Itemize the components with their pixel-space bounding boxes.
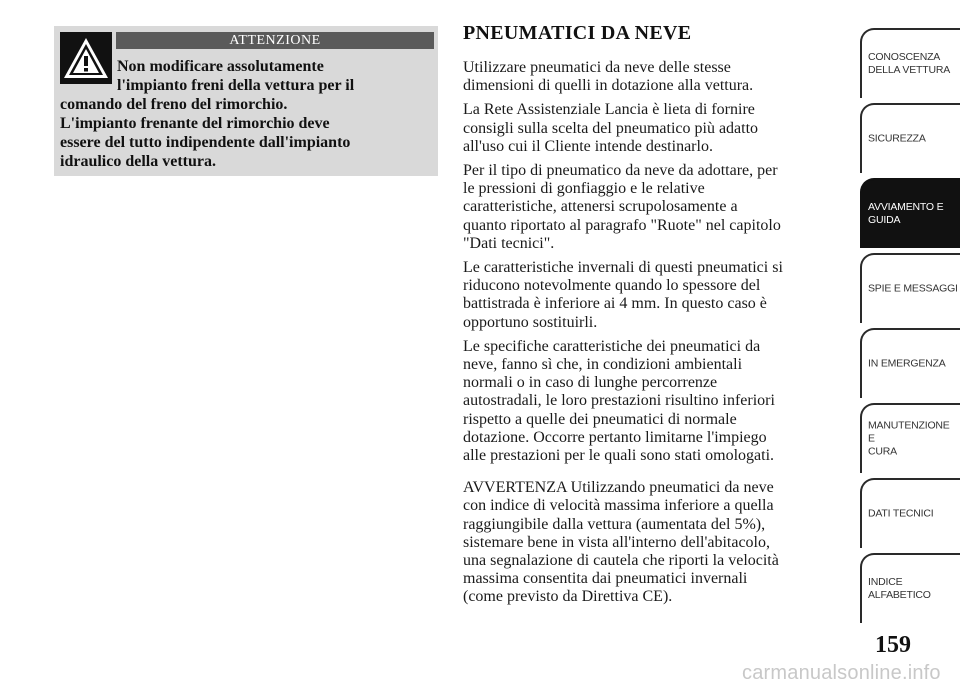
paragraph — [463, 162, 843, 253]
chapter-tabs — [860, 28, 960, 628]
tab-dati-tecnici[interactable] — [860, 478, 960, 548]
tab-label-line: SPIE E MESSAGGI — [868, 282, 958, 295]
text-line: caratteristiche, attenersi scrupolosamente a — [463, 198, 738, 216]
tab-label-line: CURA — [868, 445, 897, 458]
text-line: neve, fanno sì che, in condizioni ambientali — [463, 356, 743, 374]
warning-line: Non modificare assolutamente — [117, 58, 324, 75]
tab-label — [868, 133, 958, 146]
tab-label-line: DATI TECNICI — [868, 507, 934, 520]
tab-label-line: AVVIAMENTO E — [868, 201, 944, 213]
text-line: (come previsto da Direttiva CE). — [463, 588, 673, 606]
text-line: raggiungibile dalla vettura (aumentata del 5%), — [463, 515, 766, 533]
warning-box — [54, 26, 438, 176]
text-line: massima consentita dai pneumatici invernali — [463, 570, 748, 588]
text-line: battistrada è inferiore ai 4 mm. In questo caso è — [463, 295, 767, 313]
warning-line: l'impianto freni della vettura per il — [117, 77, 355, 94]
warning-line: essere del tutto indipendente dall'impianto — [60, 134, 351, 151]
paragraph — [463, 101, 843, 156]
tab-label-line: SICUREZZA — [868, 132, 926, 145]
tab-conoscenza-della-vettura[interactable] — [860, 28, 960, 98]
text-line: La Rete Assistenziale Lancia è lieta di fornire — [463, 101, 755, 119]
tab-label-line: MANUTENZIONE E — [868, 419, 950, 445]
text-line: consigli sulla scelta del pneumatico più adatto — [463, 119, 759, 137]
tab-sicurezza[interactable] — [860, 103, 960, 173]
tab-label — [868, 420, 958, 459]
section-title: PNEUMATICI DA NEVE — [463, 22, 692, 44]
text-line: le pressioni di gonfiaggio e le relative — [463, 180, 705, 198]
watermark-text: carmanualsonline.info — [742, 662, 941, 684]
tab-label — [868, 358, 958, 371]
tab-in-emergenza[interactable] — [860, 328, 960, 398]
text-line: normali o in caso di lunghe percorrenze — [463, 374, 718, 392]
text-line: Per il tipo di pneumatico da neve da adottare, per — [463, 162, 778, 180]
text-line: con indice di velocità massima inferiore a quella — [463, 497, 774, 515]
warning-line: comando del freno del rimorchio. — [60, 96, 288, 113]
tab-label — [868, 576, 958, 602]
tab-label-line: INDICE — [868, 576, 903, 588]
text-line: rispetto a quelle dei pneumatici di normale — [463, 410, 737, 428]
text-line: sistemare bene in vista all'interno dell'abitacolo, — [463, 533, 770, 551]
page-number: 159 — [875, 632, 911, 658]
warning-text — [60, 57, 432, 171]
text-line: AVVERTENZA Utilizzando pneumatici da neve — [463, 479, 774, 497]
text-line: opportuno sostituirli. — [463, 313, 598, 331]
tab-indice-alfabetico[interactable] — [860, 553, 960, 623]
paragraph — [463, 59, 843, 95]
text-line: Le specifiche caratteristiche dei pneumatici da — [463, 337, 761, 355]
tab-label-line: GUIDA — [868, 214, 901, 226]
tab-label — [868, 51, 958, 77]
text-line: autostradali, le loro prestazioni risultino inferiori — [463, 392, 775, 410]
text-line: "Dati tecnici". — [463, 234, 555, 252]
paragraph — [463, 259, 843, 332]
warning-header: ATTENZIONE — [116, 32, 434, 49]
text-line: all'uso cui il Cliente intende destinarlo. — [463, 137, 713, 155]
tab-label — [868, 201, 958, 227]
tab-label-line: IN EMERGENZA — [868, 357, 946, 370]
paragraph — [463, 338, 843, 465]
text-line: Le caratteristiche invernali di questi pneumatici si — [463, 259, 783, 277]
text-line: alle prestazioni per le quali sono stati omologati. — [463, 447, 775, 465]
note-paragraph — [463, 479, 843, 606]
tab-label — [868, 283, 958, 296]
text-line: dotazione. Occorre pertanto limitarne l'impiego — [463, 428, 767, 446]
tab-avviamento-e-guida[interactable] — [860, 178, 960, 248]
tab-label-line: ALFABETICO — [868, 589, 931, 601]
warning-line: L'impianto frenante del rimorchio deve — [60, 115, 330, 132]
text-line: quanto riportato al paragrafo "Ruote" nel capitolo — [463, 216, 781, 234]
text-line: dimensioni di quelli in dotazione alla vettura. — [463, 77, 754, 95]
text-line: Utilizzare pneumatici da neve delle stesse — [463, 59, 731, 76]
tab-spie-e-messaggi[interactable] — [860, 253, 960, 323]
tab-label — [868, 508, 958, 521]
tab-manutenzione-e-cura[interactable] — [860, 403, 960, 473]
tab-label-line: CONOSCENZA — [868, 51, 941, 63]
warning-line: idraulico della vettura. — [60, 153, 216, 170]
text-line: una segnalazione di cautela che riporti la velocità — [463, 552, 779, 570]
text-line: riducono notevolmente quando lo spessore del — [463, 277, 761, 295]
main-content — [463, 22, 843, 613]
tab-label-line: DELLA VETTURA — [868, 64, 951, 76]
